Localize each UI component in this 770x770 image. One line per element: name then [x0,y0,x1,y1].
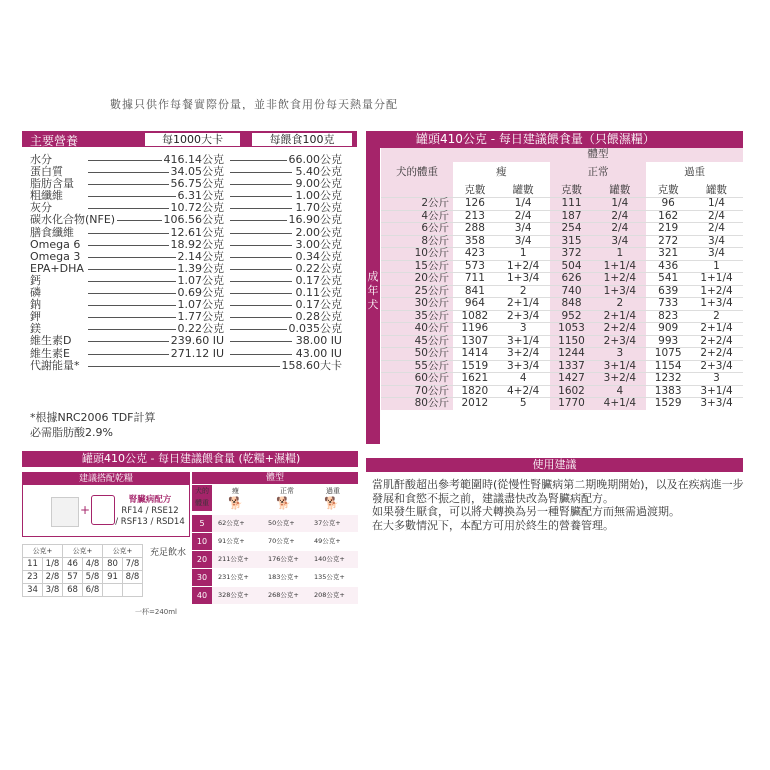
table-cell: 2+1/4 [690,323,743,336]
dog-weight: 10公斤 [381,248,453,261]
mixed-over-value: 208公克+ [314,591,345,599]
mix-cell: 80 [103,558,123,571]
usage-title: 使用建議 [366,458,743,472]
mixed-normal-value: 183公克+ [268,573,299,581]
normal-header: 正常 [550,162,647,184]
table-row [381,210,743,223]
nutrition-row [30,239,342,251]
per-100g: 0.11公克 [295,286,342,300]
dog-weight: 60公斤 [381,373,453,386]
table-cell: 358 [453,235,497,248]
dog-weight: 25公斤 [381,285,453,298]
mixed-weight-label: 犬的體重 [192,485,212,511]
table-row [381,298,743,311]
cans-header: 罐數 [593,184,646,198]
mixed-normal-value: 50公克+ [268,519,295,527]
mixed-over-value: 37公克+ [314,519,341,527]
pairing-title: 建議搭配乾糧 [23,473,189,485]
mixed-normal-value: 268公克+ [268,591,299,599]
mix-cell: 2/8 [43,571,63,584]
table-cell: 3+1/4 [690,385,743,398]
per-100g: 0.17公克 [295,298,342,312]
over-header: 過重 [684,166,706,179]
nutrient-name: 維生素D [30,334,72,348]
table-row [381,323,743,336]
per-1000kcal: 0.22公克 [177,322,224,336]
table-cell: 848 [550,298,594,311]
nutrition-row [30,214,342,226]
table-cell: 1232 [646,373,690,386]
dog-weight: 6公斤 [381,223,453,236]
mixed-normal-label: 正常 [280,487,294,495]
table-cell: 626 [550,273,594,286]
table-cell: 3+3/4 [497,360,550,373]
normal-dog-icon: 🐕 [276,496,291,510]
per-1000kcal: 12.61公克 [170,225,224,239]
mixed-normal-value: 176公克+ [268,555,299,563]
nutrition-col1: 每1000大卡 [145,133,240,146]
water-note: 充足飲水 [150,548,187,558]
table-cell: 254 [550,223,594,236]
mix-header: 公克+ [23,545,63,558]
table-cell: 2012 [453,398,497,410]
table-cell: 4 [593,385,646,398]
mixed-weight: 30 [192,569,212,586]
nutrition-col2: 每餵食100克 [252,133,352,146]
table-cell: 436 [646,260,690,273]
table-cell: 1/4 [593,198,646,211]
table-cell: 1053 [550,323,594,336]
per-1000kcal: 18.92公克 [170,237,224,251]
per-100g: 3.00公克 [295,237,342,251]
mixed-thin-value: 328公克+ [218,591,249,599]
dog-weight: 2公斤 [381,198,453,211]
table-cell: 3/4 [497,235,550,248]
table-cell: 1082 [453,310,497,323]
table-cell: 1820 [453,385,497,398]
table-cell: 541 [646,273,690,286]
dog-weight: 20公斤 [381,273,453,286]
mixed-over-label: 過重 [326,487,340,495]
table-row [381,310,743,323]
table-cell: 2+1/4 [593,310,646,323]
table-cell: 213 [453,210,497,223]
nutrition-title: 主要營養 [30,134,79,148]
grams-header: 克數 [657,183,679,196]
table-cell: 1 [690,260,743,273]
table-cell: 711 [453,273,497,286]
mixed-row [192,533,358,550]
table-cell: 1+2/4 [690,285,743,298]
per-100g: 158.60大卡 [281,358,342,372]
table-cell: 2/4 [593,210,646,223]
per-1000kcal: 1.07公克 [177,298,224,312]
table-cell: 315 [550,235,594,248]
per-100g: 2.00公克 [295,225,342,239]
per-100g: 0.035公克 [288,322,342,336]
per-100g: 38.00 IU [295,334,342,348]
table-cell: 372 [550,248,594,261]
mix-cell: 6/8 [83,584,103,597]
table-cell: 2/4 [497,210,550,223]
table-cell: 126 [453,198,497,211]
per-100g: 1.00公克 [295,189,342,203]
per-100g: 5.40公克 [295,165,342,179]
mix-row [23,584,143,597]
table-cell: 2/4 [690,223,743,236]
dog-weight: 80公斤 [381,398,453,410]
table-cell: 288 [453,223,497,236]
mix-cell: 3/8 [43,584,63,597]
table-cell: 219 [646,223,690,236]
per-100g: 1.70公克 [295,201,342,215]
nutrient-name: 碳水化合物(NFE) [30,213,116,227]
mixed-over-value: 135公克+ [314,573,345,581]
table-cell: 2+3/4 [690,360,743,373]
table-cell: 1+3/4 [690,298,743,311]
table-cell: 964 [453,298,497,311]
table-row [381,273,743,286]
dog-weight: 15公斤 [381,260,453,273]
mix-cell [103,584,123,597]
grams-header: 克數 [550,184,594,198]
note-fatty-acid: 必需脂肪酸2.9% [30,426,113,439]
dog-weight: 55公斤 [381,360,453,373]
table-cell: 272 [646,235,690,248]
table-cell: 1+1/4 [593,260,646,273]
per-100g: 43.00 IU [295,346,342,360]
table-cell: 2/4 [690,210,743,223]
table-cell: 5 [497,398,550,410]
table-cell: 1621 [453,373,497,386]
renal-formula-label: 腎臟病配方 RF14 / RSE12 / RSF13 / RSD14 [115,495,185,527]
adult-dog-side-label [366,148,380,444]
table-cell: 1154 [646,360,690,373]
over-dog-icon: 🐕 [324,496,339,510]
table-cell: 3/4 [690,248,743,261]
nutrient-name: 脂肪含量 [30,177,74,191]
table-cell: 740 [550,285,594,298]
table-cell: 1244 [550,348,594,361]
mixed-weight: 10 [192,533,212,550]
dog-weight: 8公斤 [381,235,453,248]
per-1000kcal: 416.14公克 [163,153,224,166]
table-cell: 1337 [550,360,594,373]
table-cell: 1196 [453,323,497,336]
per-1000kcal: 0.69公克 [177,286,224,300]
table-cell: 639 [646,285,690,298]
wet-table-title: 罐頭410公克 - 每日建議餵食量（只餵濕糧） [366,131,743,148]
nutrient-name: 鎂 [30,322,41,336]
table-cell: 4+2/4 [497,385,550,398]
dog-weight: 40公斤 [381,323,453,336]
table-cell: 1602 [550,385,594,398]
dog-weight: 4公斤 [381,210,453,223]
nutrient-name: 灰分 [30,201,52,215]
mixed-row [192,569,358,586]
per-100g: 0.22公克 [295,261,342,275]
per-100g: 9.00公克 [295,177,342,191]
mixed-table-title: 罐頭410公克 - 每日建議餵食量 (乾糧+濕糧) [22,451,358,467]
mix-cell: 57 [63,571,83,584]
table-cell: 952 [550,310,594,323]
nutrient-name: EPA+DHA [30,261,84,275]
nutrient-name: 鈉 [30,298,41,312]
per-100g: 0.17公克 [295,273,342,287]
table-cell: 1+3/4 [497,273,550,286]
mix-cell: 7/8 [123,558,143,571]
table-row [381,285,743,298]
table-row [381,348,743,361]
table-row [381,235,743,248]
table-cell: 2+3/4 [593,335,646,348]
dog-weight: 30公斤 [381,298,453,311]
mix-cell: 11 [23,558,43,571]
mixed-thin-value: 231公克+ [218,573,249,581]
per-1000kcal: 1.07公克 [177,273,224,287]
table-cell: 4+1/4 [593,398,646,410]
per-1000kcal: 56.75公克 [170,177,224,191]
mixed-thin-value: 211公克+ [218,555,249,563]
mix-cell: 23 [23,571,43,584]
table-cell: 187 [550,210,594,223]
dry-food-bag-icon [51,497,79,527]
mix-cell: 68 [63,584,83,597]
table-cell: 96 [646,198,690,211]
mixed-weight: 40 [192,587,212,604]
table-cell: 1307 [453,335,497,348]
mix-cell: 5/8 [83,571,103,584]
table-row [381,385,743,398]
mixed-thin-value: 62公克+ [218,519,245,527]
table-cell: 3 [497,323,550,336]
table-row [381,398,743,410]
per-100g: 16.90公克 [288,213,342,227]
nutrition-row [30,335,342,347]
nutrient-name: 膳食纖維 [30,225,74,239]
per-1000kcal: 271.12 IU [170,346,224,360]
thin-header: 瘦 [496,166,507,179]
nutrient-name: 蛋白質 [30,165,63,179]
usage-text [372,478,744,532]
cup-note: 一杯=240ml [135,608,177,616]
table-cell: 423 [453,248,497,261]
wet-feeding-table [381,148,743,410]
cans-header: 罐數 [706,183,727,196]
table-cell: 2 [690,310,743,323]
table-row [381,373,743,386]
usage-p1: 當肌酐酸超出參考範圍時(從慢性腎臟病第二期晚期開始)，以及在疾病進一步發展和食慾不振之前，建議盡快改為腎臟病配方。 [372,478,744,505]
per-1000kcal: 106.56公克 [163,213,224,227]
per-1000kcal: 1.77公克 [177,310,224,324]
plus-icon: + [80,503,91,517]
per-1000kcal: 1.39公克 [177,261,224,275]
table-cell: 1+1/4 [690,273,743,286]
thin-dog-icon: 🐕 [228,496,243,510]
dog-weight: 35公斤 [381,310,453,323]
nutrient-name: 維生素E [30,346,70,360]
table-cell: 909 [646,323,690,336]
mix-header: 公克+ [103,545,143,558]
table-cell: 1 [593,248,646,261]
side-char: 犬 [367,298,379,311]
nutrition-list [30,154,342,372]
table-cell: 3+2/4 [593,373,646,386]
per-1000kcal: 2.14公克 [177,249,224,263]
table-cell: 2 [593,298,646,311]
table-cell: 2/4 [593,223,646,236]
cans-header: 罐數 [512,183,534,196]
dog-weight: 45公斤 [381,335,453,348]
weight-header: 犬的體重 [381,148,453,198]
table-row [381,260,743,273]
table-cell: 1075 [646,348,690,361]
table-cell: 1/4 [497,198,550,211]
mix-cell: 46 [63,558,83,571]
nutrient-name: 鈣 [30,273,41,287]
mix-cell [123,584,143,597]
table-cell: 1+2/4 [593,273,646,286]
dry-mix-table [22,544,143,597]
table-cell: 1529 [646,398,690,410]
table-cell: 2+2/4 [593,323,646,336]
grams-header: 克數 [464,183,486,196]
per-1000kcal: 10.72公克 [170,201,224,215]
body-type-header: 體型 [453,148,743,162]
mixed-over-value: 140公克+ [314,555,345,563]
table-cell: 3 [690,373,743,386]
table-cell: 3+2/4 [497,348,550,361]
mixed-thin-value: 91公克+ [218,537,245,545]
mixed-weight: 5 [192,515,212,532]
mix-row [23,571,143,584]
table-cell: 3 [593,348,646,361]
table-cell: 1414 [453,348,497,361]
mixed-over-value: 49公克+ [314,537,341,545]
mixed-thin-label: 瘦 [232,487,239,495]
mixed-feeding-table [192,472,358,602]
table-cell: 841 [453,285,497,298]
table-cell: 2+3/4 [497,310,550,323]
mix-header: 公克+ [63,545,103,558]
table-row [381,248,743,261]
per-1000kcal: 34.05公克 [170,165,224,179]
table-cell: 1427 [550,373,594,386]
table-cell: 111 [550,198,594,211]
side-char: 年 [367,284,379,297]
nutrition-notes [30,410,156,440]
table-cell: 504 [550,260,594,273]
table-row [381,360,743,373]
table-cell: 1+2/4 [497,260,550,273]
table-cell: 3+1/4 [497,335,550,348]
table-cell: 2 [497,285,550,298]
nutrient-name: Omega 3 [30,249,81,263]
table-cell: 733 [646,298,690,311]
table-cell: 4 [497,373,550,386]
header-text: 數據只供作每餐實際份量，並非飲食用份每天熱量分配 [110,98,398,110]
nutrition-row [30,348,342,360]
side-char: 成 [367,270,379,283]
table-cell: 321 [646,248,690,261]
table-cell: 2+1/4 [497,298,550,311]
table-cell: 2+2/4 [690,335,743,348]
table-cell: 3/4 [593,235,646,248]
wet-food-can-icon [91,495,115,525]
nutrition-row [30,227,342,239]
table-row [381,335,743,348]
mix-row [23,558,143,571]
per-1000kcal: 6.31公克 [177,189,224,203]
table-cell: 162 [646,210,690,223]
mixed-row [192,515,358,532]
per-100g: 0.34公克 [295,249,342,263]
mix-cell: 91 [103,571,123,584]
dry-pairing-box [22,472,190,537]
dog-weight: 50公斤 [381,348,453,361]
table-cell: 1383 [646,385,690,398]
dog-weight: 70公斤 [381,385,453,398]
table-cell: 1150 [550,335,594,348]
nutrient-name: 水分 [30,153,52,166]
table-row [381,223,743,236]
nutrient-name: Omega 6 [30,237,81,251]
nutrition-header [22,131,357,147]
nutrient-name: 磷 [30,286,41,300]
nutrient-name: 代謝能量* [30,358,80,372]
nutrient-name: 粗纖維 [30,189,63,203]
mixed-row [192,551,358,568]
usage-p2: 如果發生厭食，可以將犬轉換為另一種腎臟配方而無需過渡期。 [372,505,680,518]
table-cell: 1770 [550,398,594,410]
mix-cell: 34 [23,584,43,597]
mix-cell: 4/8 [83,558,103,571]
table-cell: 1+3/4 [593,285,646,298]
usage-p3: 在大多數情況下，本配方可用於終生的營養管理。 [372,518,614,532]
table-cell: 1/4 [690,198,743,211]
table-cell: 823 [646,310,690,323]
table-cell: 573 [453,260,497,273]
nutrition-row [30,360,342,372]
table-cell: 3/4 [690,235,743,248]
table-cell: 993 [646,335,690,348]
table-cell: 3+1/4 [593,360,646,373]
table-cell: 1519 [453,360,497,373]
mixed-body-type-header: 體型 [192,472,358,484]
mixed-row [192,587,358,604]
mix-cell: 1/8 [43,558,63,571]
per-100g: 0.28公克 [295,310,342,324]
note-nrc: *根據NRC2006 TDF計算 [30,411,156,424]
table-cell: 3+3/4 [690,398,743,410]
mixed-normal-value: 70公克+ [268,537,295,545]
mixed-weight: 20 [192,551,212,568]
table-cell: 3/4 [497,223,550,236]
table-cell: 2+2/4 [690,348,743,361]
table-row [381,198,743,211]
per-1000kcal: 239.60 IU [170,334,224,348]
nutrient-name: 鉀 [30,310,41,324]
mix-cell: 8/8 [123,571,143,584]
per-100g: 66.00公克 [288,153,342,166]
table-cell: 1 [497,248,550,261]
